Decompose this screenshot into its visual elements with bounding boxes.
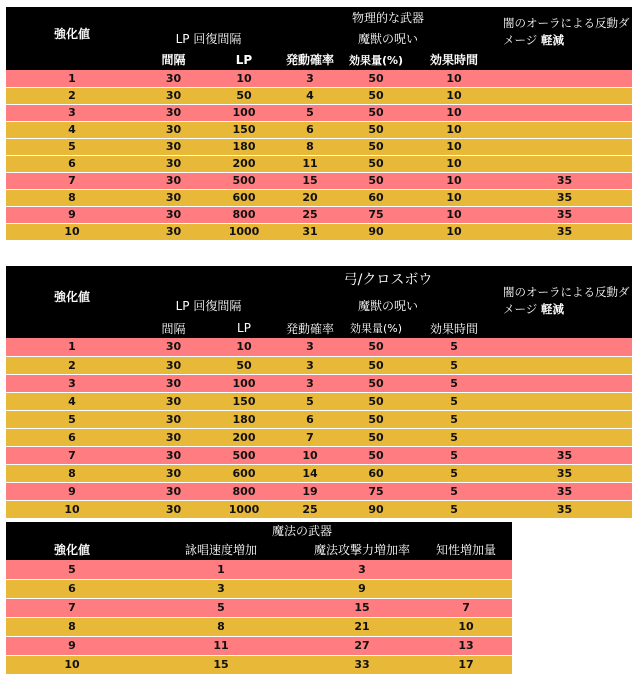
table-row [6, 121, 632, 138]
curse-header: 魔獣の呪い [279, 28, 497, 49]
level-cell: 1 [6, 70, 138, 87]
time-cell: 10 [411, 138, 497, 155]
level-cell: 7 [6, 598, 138, 617]
cast-speed-cell: 1 [138, 560, 304, 579]
aura-cell: 35 [497, 464, 632, 482]
level-cell: 5 [6, 560, 138, 579]
amount-cell: 50 [341, 70, 411, 87]
table-row [6, 223, 632, 240]
magic-weapon-table [6, 522, 512, 675]
table-row [6, 155, 632, 172]
rate-cell: 3 [279, 356, 341, 374]
lp-cell: 800 [209, 206, 279, 223]
aura-cell [497, 104, 632, 121]
level-cell: 5 [6, 410, 138, 428]
interval-cell: 30 [138, 121, 209, 138]
interval-cell: 30 [138, 410, 209, 428]
amount-cell: 75 [341, 482, 411, 500]
intelligence-cell: 17 [420, 655, 512, 674]
table-row [6, 338, 632, 356]
amount-cell: 75 [341, 206, 411, 223]
table-row [6, 428, 632, 446]
amount-cell: 90 [341, 500, 411, 518]
level-cell: 8 [6, 617, 138, 636]
amount-header: 効果量(%) [341, 318, 411, 338]
time-cell: 10 [411, 189, 497, 206]
level-header: 強化値 [6, 539, 138, 560]
cast-speed-header: 詠唱速度増加 [138, 539, 304, 560]
time-cell: 5 [411, 356, 497, 374]
interval-cell: 30 [138, 392, 209, 410]
rate-cell: 3 [279, 338, 341, 356]
aura-cell [497, 70, 632, 87]
magic-attack-cell: 21 [304, 617, 420, 636]
table-row [6, 446, 632, 464]
level-cell: 3 [6, 374, 138, 392]
lp-cell: 800 [209, 482, 279, 500]
time-cell: 5 [411, 392, 497, 410]
rate-cell: 15 [279, 172, 341, 189]
table-row [6, 70, 632, 87]
amount-cell: 50 [341, 338, 411, 356]
rate-cell: 25 [279, 206, 341, 223]
aura-cell [497, 410, 632, 428]
amount-cell: 50 [341, 356, 411, 374]
amount-cell: 60 [341, 189, 411, 206]
level-cell: 9 [6, 636, 138, 655]
level-cell: 3 [6, 104, 138, 121]
magic-attack-cell: 27 [304, 636, 420, 655]
interval-cell: 30 [138, 206, 209, 223]
rate-cell: 19 [279, 482, 341, 500]
level-cell: 7 [6, 446, 138, 464]
amount-cell: 90 [341, 223, 411, 240]
time-cell: 10 [411, 155, 497, 172]
aura-cell: 35 [497, 500, 632, 518]
table-row [6, 189, 632, 206]
interval-cell: 30 [138, 338, 209, 356]
lp-cell: 150 [209, 121, 279, 138]
aura-cell [497, 392, 632, 410]
interval-cell: 30 [138, 374, 209, 392]
rate-cell: 20 [279, 189, 341, 206]
table-row [6, 138, 632, 155]
level-cell: 6 [6, 579, 138, 598]
aura-cell: 35 [497, 482, 632, 500]
level-cell: 4 [6, 121, 138, 138]
rate-header: 発動確率 [279, 49, 341, 70]
table-row [6, 172, 632, 189]
aura-header-bold: 軽減 [540, 33, 564, 47]
lp-cell: 180 [209, 138, 279, 155]
table-row [6, 87, 632, 104]
level-cell: 6 [6, 155, 138, 172]
lp-cell: 10 [209, 338, 279, 356]
lp-header: LP 回復間隔 [138, 292, 279, 318]
rate-cell: 25 [279, 500, 341, 518]
table-row [6, 482, 632, 500]
curse-header: 魔獣の呪い [279, 292, 497, 318]
rate-cell: 14 [279, 464, 341, 482]
interval-cell: 30 [138, 464, 209, 482]
level-cell: 10 [6, 223, 138, 240]
amount-header: 効果量(%) [341, 49, 411, 70]
lp-cell: 1000 [209, 223, 279, 240]
aura-header-label: 闇のオーラによる反動ダメージ [503, 16, 630, 47]
aura-header [497, 266, 632, 318]
aura-cell [497, 87, 632, 104]
aura-cell [497, 374, 632, 392]
interval-header: 間隔 [138, 318, 209, 338]
lp-cell: 150 [209, 392, 279, 410]
aura-cell [497, 428, 632, 446]
amount-cell: 50 [341, 172, 411, 189]
aura-cell [497, 155, 632, 172]
level-cell: 5 [6, 138, 138, 155]
rate-cell: 6 [279, 410, 341, 428]
interval-cell: 30 [138, 482, 209, 500]
rate-cell: 11 [279, 155, 341, 172]
lp-cell: 180 [209, 410, 279, 428]
rate-cell: 6 [279, 121, 341, 138]
interval-cell: 30 [138, 500, 209, 518]
magic-attack-cell: 9 [304, 579, 420, 598]
interval-cell: 30 [138, 87, 209, 104]
cast-speed-cell: 11 [138, 636, 304, 655]
rate-cell: 4 [279, 87, 341, 104]
aura-header [497, 7, 632, 49]
aura-cell: 35 [497, 446, 632, 464]
rate-cell: 3 [279, 70, 341, 87]
interval-cell: 30 [138, 104, 209, 121]
lp-cell: 500 [209, 172, 279, 189]
amount-cell: 50 [341, 392, 411, 410]
interval-cell: 30 [138, 446, 209, 464]
amount-cell: 50 [341, 374, 411, 392]
aura-cell: 35 [497, 189, 632, 206]
amount-cell: 50 [341, 104, 411, 121]
interval-cell: 30 [138, 138, 209, 155]
lp-subheader: LP [209, 318, 279, 338]
interval-cell: 30 [138, 155, 209, 172]
time-cell: 5 [411, 482, 497, 500]
intelligence-cell [420, 560, 512, 579]
table-row [6, 617, 512, 636]
cast-speed-cell: 3 [138, 579, 304, 598]
rate-cell: 3 [279, 374, 341, 392]
rate-cell: 5 [279, 104, 341, 121]
table-row [6, 104, 632, 121]
table-row [6, 579, 512, 598]
rate-cell: 10 [279, 446, 341, 464]
intelligence-cell: 13 [420, 636, 512, 655]
time-header: 効果時間 [411, 49, 497, 70]
time-cell: 5 [411, 500, 497, 518]
lp-cell: 200 [209, 155, 279, 172]
table-row [6, 655, 512, 674]
magic-attack-cell: 33 [304, 655, 420, 674]
time-cell: 10 [411, 104, 497, 121]
interval-cell: 30 [138, 70, 209, 87]
table-row [6, 392, 632, 410]
level-cell: 1 [6, 338, 138, 356]
aura-cell: 35 [497, 172, 632, 189]
level-cell: 9 [6, 482, 138, 500]
rate-header: 発動確率 [279, 318, 341, 338]
level-cell: 10 [6, 500, 138, 518]
table-title: 魔法の武器 [138, 522, 420, 539]
time-cell: 10 [411, 121, 497, 138]
table-row [6, 560, 512, 579]
aura-header-label: 闇のオーラによる反動ダメージ [503, 285, 630, 316]
time-cell: 5 [411, 410, 497, 428]
aura-cell [497, 356, 632, 374]
intelligence-header: 知性増加量 [420, 539, 512, 560]
level-cell: 8 [6, 464, 138, 482]
lp-cell: 100 [209, 374, 279, 392]
interval-header: 間隔 [138, 49, 209, 70]
level-cell: 2 [6, 356, 138, 374]
lp-cell: 1000 [209, 500, 279, 518]
rate-cell: 7 [279, 428, 341, 446]
level-cell: 4 [6, 392, 138, 410]
amount-cell: 50 [341, 121, 411, 138]
time-cell: 10 [411, 70, 497, 87]
bow-crossbow-table [6, 266, 632, 519]
table-row [6, 356, 632, 374]
level-cell: 6 [6, 428, 138, 446]
lp-cell: 50 [209, 87, 279, 104]
lp-header: LP 回復間隔 [138, 28, 279, 49]
time-cell: 10 [411, 223, 497, 240]
aura-header-bold: 軽減 [540, 302, 564, 316]
cast-speed-cell: 8 [138, 617, 304, 636]
level-cell: 2 [6, 87, 138, 104]
table-title: 弓/クロスボウ [279, 266, 497, 292]
level-cell: 10 [6, 655, 138, 674]
lp-cell: 10 [209, 70, 279, 87]
time-cell: 10 [411, 206, 497, 223]
level-cell: 7 [6, 172, 138, 189]
lp-cell: 50 [209, 356, 279, 374]
amount-cell: 50 [341, 87, 411, 104]
lp-subheader: LP [209, 49, 279, 70]
rate-cell: 5 [279, 392, 341, 410]
amount-cell: 50 [341, 428, 411, 446]
interval-cell: 30 [138, 223, 209, 240]
time-cell: 5 [411, 464, 497, 482]
aura-cell [497, 121, 632, 138]
table-row [6, 206, 632, 223]
rate-cell: 31 [279, 223, 341, 240]
aura-cell [497, 338, 632, 356]
intelligence-cell: 10 [420, 617, 512, 636]
time-header: 効果時間 [411, 318, 497, 338]
lp-cell: 600 [209, 189, 279, 206]
lp-cell: 600 [209, 464, 279, 482]
level-header-label: 強化値 [53, 290, 90, 304]
time-cell: 10 [411, 87, 497, 104]
table-row [6, 500, 632, 518]
level-cell: 8 [6, 189, 138, 206]
level-header-label: 強化値 [53, 27, 90, 41]
interval-cell: 30 [138, 356, 209, 374]
physical-weapon-table [6, 7, 632, 241]
time-cell: 5 [411, 428, 497, 446]
level-header [6, 266, 138, 318]
intelligence-cell: 7 [420, 598, 512, 617]
amount-cell: 50 [341, 446, 411, 464]
magic-attack-cell: 15 [304, 598, 420, 617]
cast-speed-cell: 15 [138, 655, 304, 674]
rate-cell: 8 [279, 138, 341, 155]
lp-cell: 100 [209, 104, 279, 121]
magic-attack-header: 魔法攻撃力増加率 [304, 539, 420, 560]
table-row [6, 464, 632, 482]
table-title: 物理的な武器 [279, 7, 497, 28]
interval-cell: 30 [138, 189, 209, 206]
lp-cell: 200 [209, 428, 279, 446]
cast-speed-cell: 5 [138, 598, 304, 617]
amount-cell: 50 [341, 410, 411, 428]
table-row [6, 410, 632, 428]
level-header [6, 7, 138, 49]
time-cell: 5 [411, 446, 497, 464]
table-row [6, 598, 512, 617]
amount-cell: 50 [341, 138, 411, 155]
magic-attack-cell: 3 [304, 560, 420, 579]
level-cell: 9 [6, 206, 138, 223]
intelligence-cell [420, 579, 512, 598]
table-row [6, 636, 512, 655]
interval-cell: 30 [138, 172, 209, 189]
table-row [6, 374, 632, 392]
aura-cell [497, 138, 632, 155]
interval-cell: 30 [138, 428, 209, 446]
aura-cell: 35 [497, 223, 632, 240]
lp-cell: 500 [209, 446, 279, 464]
time-cell: 5 [411, 374, 497, 392]
aura-cell: 35 [497, 206, 632, 223]
time-cell: 10 [411, 172, 497, 189]
amount-cell: 50 [341, 155, 411, 172]
amount-cell: 60 [341, 464, 411, 482]
time-cell: 5 [411, 338, 497, 356]
